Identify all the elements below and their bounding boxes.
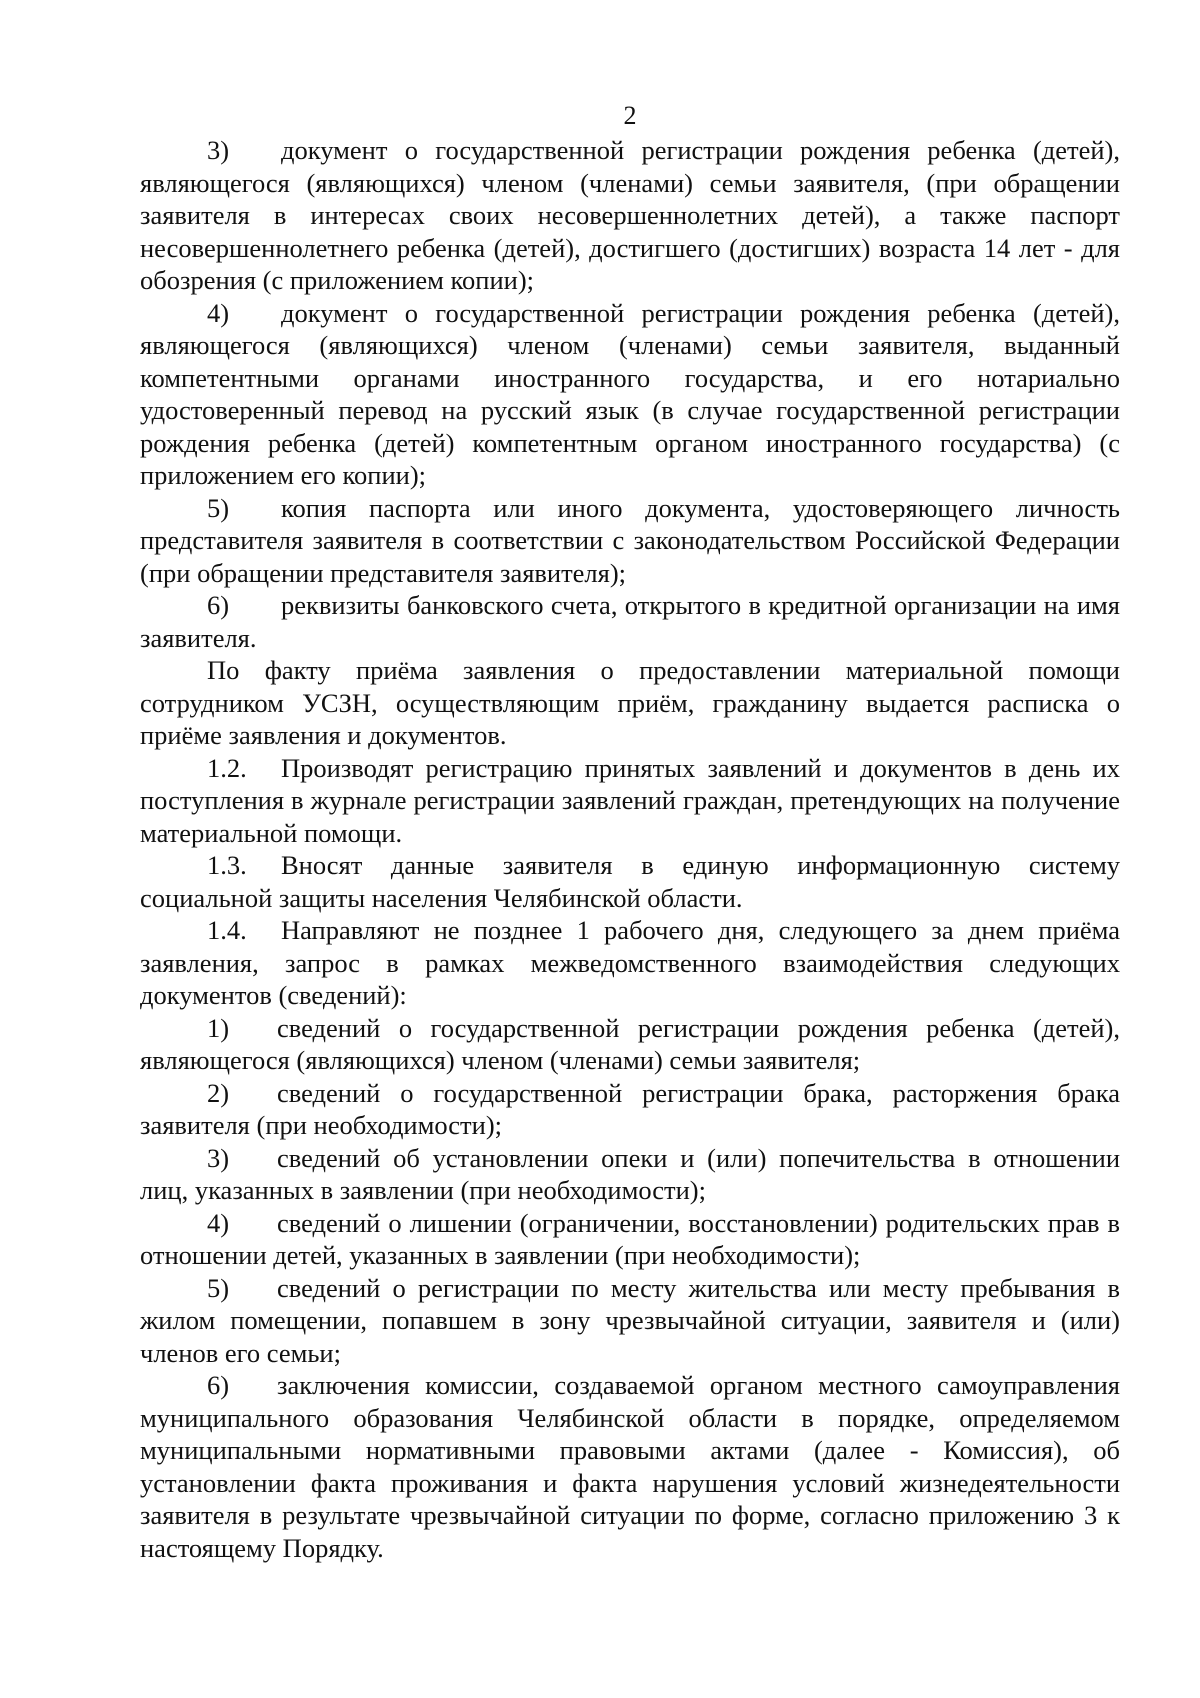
sub-item-4 bbox=[140, 1207, 1120, 1272]
item-text: Направляют не позднее 1 рабочего дня, следующего за днем приёма заявления, запрос в рамках межведомственного взаимодействия следующих документов (сведений): bbox=[140, 915, 1120, 1010]
item-text: Производят регистрацию принятых заявлений и документов в день их поступления в журнале регистрации заявлений граждан, претендующих на получение материальной помощи. bbox=[140, 752, 1120, 848]
item-number: 6) bbox=[207, 1370, 230, 1400]
list-item-4-foreign-birth-registration bbox=[140, 297, 1120, 492]
item-number: 5) bbox=[207, 492, 230, 523]
item-text: сведений о государственной регистрации брака, расторжения брака заявителя (при необходимости); bbox=[140, 1077, 1120, 1140]
item-text: документ о государственной регистрации рождения ребенка (детей), являющегося (являющихся) членом (членами) семьи заявителя, выданный компетентными органами иностранного государства, и его нотариально удостоверенный перевод на русский язык (в случае государственной регистрации рождения ребенка (детей) компетентным органом иностранного государства) (с приложением его копии); bbox=[140, 297, 1120, 490]
sub-item-6 bbox=[140, 1369, 1120, 1564]
item-number: 5) bbox=[207, 1272, 230, 1303]
item-text: копия паспорта или иного документа, удостоверяющего личность представителя заявителя в соответствии с законодательством Российской Федерации (при обращении представителя заявителя); bbox=[140, 492, 1120, 588]
item-number: 4) bbox=[207, 1207, 230, 1238]
item-text: реквизиты банковского счета, открытого в кредитной организации на имя заявителя. bbox=[140, 590, 1120, 653]
list-item-6-bank-details bbox=[140, 589, 1120, 654]
sub-item-3 bbox=[140, 1142, 1120, 1207]
section-1-2 bbox=[140, 752, 1120, 850]
item-number: 2) bbox=[207, 1077, 230, 1108]
item-text: сведений о регистрации по месту жительства или месту пребывания в жилом помещении, попавшем в зону чрезвычайной ситуации, заявителя и (или) членов его семьи; bbox=[140, 1272, 1120, 1368]
item-number: 6) bbox=[207, 590, 230, 620]
item-text: сведений о государственной регистрации рождения ребенка (детей), являющегося (являющихся) членом (членами) семьи заявителя; bbox=[140, 1012, 1120, 1075]
list-item-5-representative-passport bbox=[140, 492, 1120, 590]
item-number: 1.3. bbox=[207, 850, 247, 880]
item-number: 4) bbox=[207, 297, 230, 328]
sub-item-1 bbox=[140, 1012, 1120, 1077]
sub-item-5 bbox=[140, 1272, 1120, 1370]
item-text: сведений о лишении (ограничении, восстановлении) родительских прав в отношении детей, указанных в заявлении (при необходимости); bbox=[140, 1207, 1120, 1270]
sub-item-2 bbox=[140, 1077, 1120, 1142]
item-number: 1.2. bbox=[207, 752, 247, 783]
item-number: 1.4. bbox=[207, 915, 247, 945]
paragraph-receipt bbox=[140, 654, 1120, 752]
page-number: 2 bbox=[623, 101, 637, 130]
item-number: 3) bbox=[207, 1142, 230, 1173]
item-text: заключения комиссии, создаваемой органом местного самоуправления муниципального образования Челябинской области в порядке, определяемом муниципальными нормативными правовыми актами (далее - Комиссия), об установлении факта проживания и факта нарушения условий жизнедеятельности заявителя в результате чрезвычайной ситуации по форме, согласно приложению 3 к настоящему Порядку. bbox=[140, 1370, 1120, 1563]
item-text: сведений об установлении опеки и (или) попечительства в отношении лиц, указанных в заявлении (при необходимости); bbox=[140, 1142, 1120, 1205]
section-1-3 bbox=[140, 849, 1120, 914]
item-text: документ о государственной регистрации рождения ребенка (детей), являющегося (являющихся) членом (членами) семьи заявителя, (при обращении заявителя в интересах своих несовершеннолетних детей), а также паспорт несовершеннолетнего ребенка (детей), достигшего (достигших) возраста 14 лет - для обозрения (с приложением копии); bbox=[140, 135, 1120, 295]
list-item-3-birth-registration bbox=[140, 134, 1120, 297]
item-number: 1) bbox=[207, 1012, 230, 1043]
item-text: Вносят данные заявителя в единую информационную систему социальной защиты населения Челябинской области. bbox=[140, 850, 1120, 913]
item-text: По факту приёма заявления о предоставлении материальной помощи сотрудником УСЗН, осуществляющим приём, гражданину выдается расписка о приёме заявления и документов. bbox=[140, 655, 1120, 750]
section-1-4 bbox=[140, 914, 1120, 1012]
item-number: 3) bbox=[207, 135, 230, 165]
